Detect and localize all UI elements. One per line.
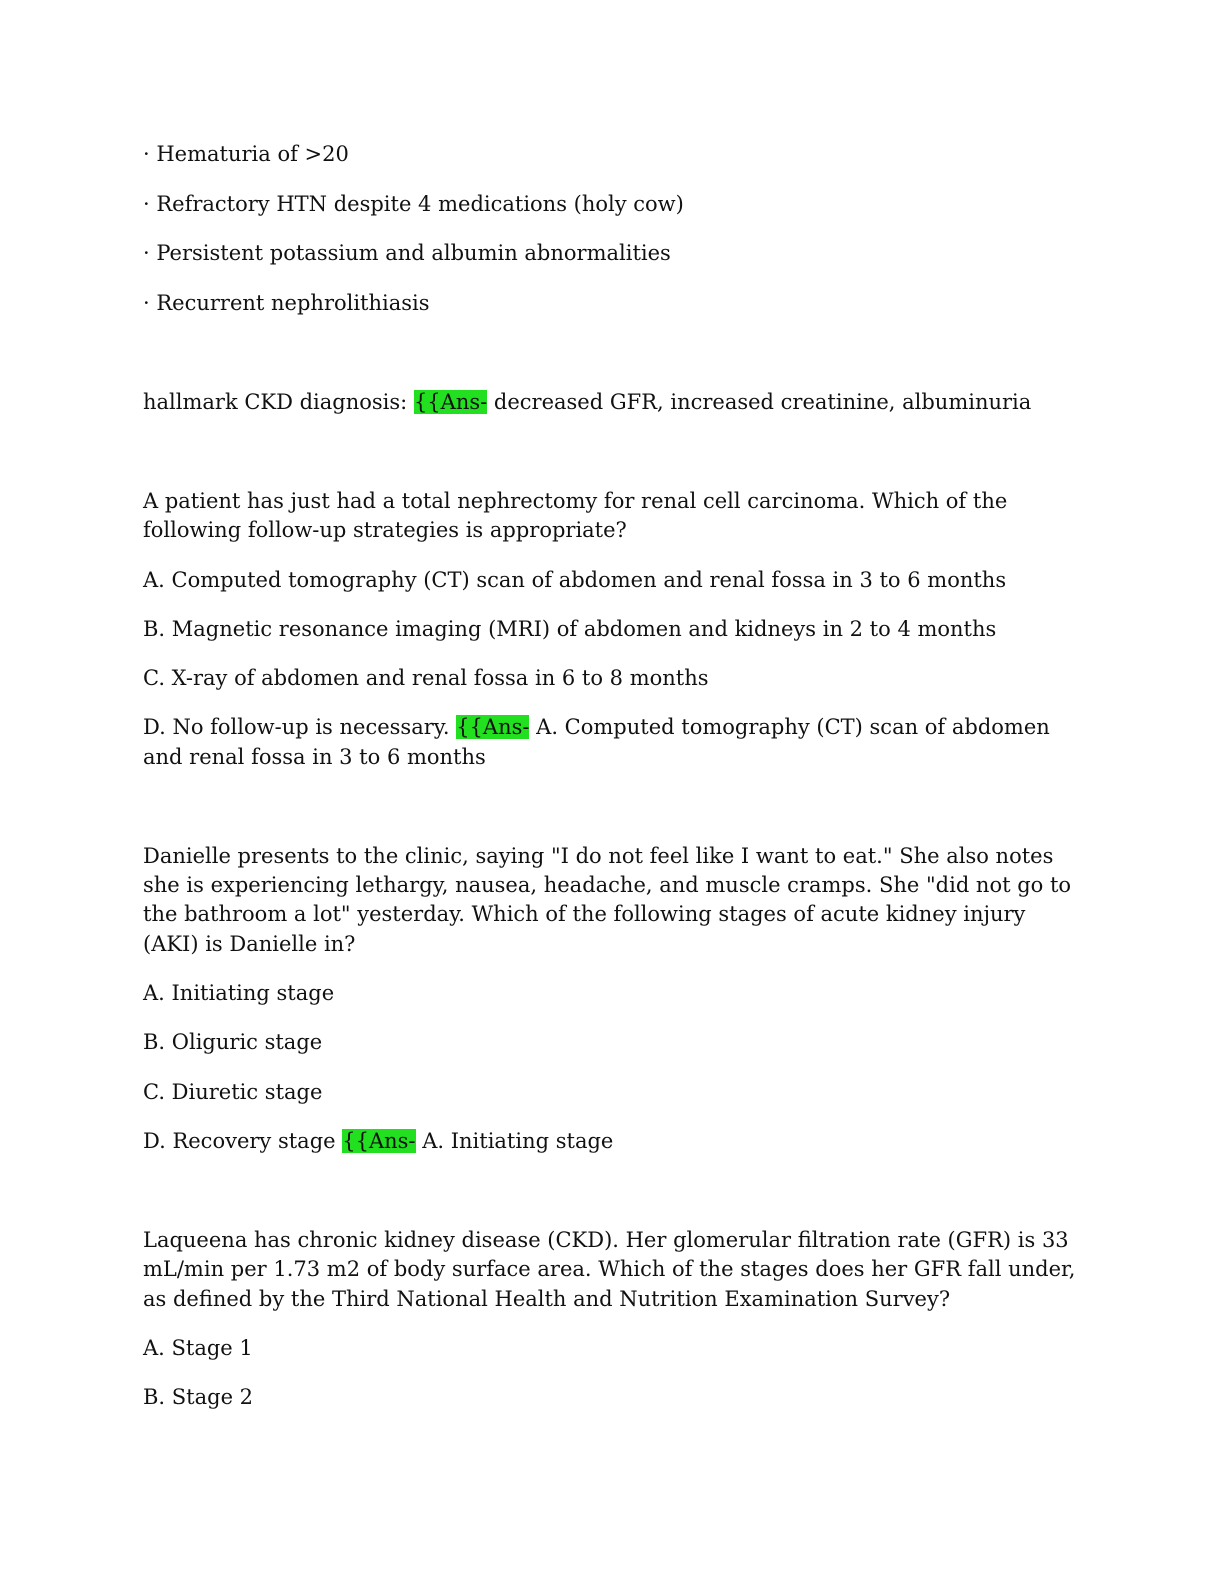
q2-option-d-text: D. Recovery stage xyxy=(143,1129,343,1153)
q1-question-line: following follow-up strategies is appropriate? xyxy=(143,518,627,542)
q2-question-line: she is experiencing lethargy, nausea, headache, and muscle cramps. She "did not go to xyxy=(143,873,1072,897)
q3-question-line: Laqueena has chronic kidney disease (CKD). Her glomerular filtration rate (GFR) is 33 xyxy=(143,1228,1069,1252)
q1-option-d xyxy=(143,713,1083,743)
q3-question-line: as defined by the Third National Health and Nutrition Examination Survey? xyxy=(143,1287,951,1311)
bullet-hematuria: · Hematuria of >20 xyxy=(143,142,349,166)
q2-question-line: (AKI) is Danielle in? xyxy=(143,932,356,956)
q2-option-a: A. Initiating stage xyxy=(143,981,335,1005)
q2-question-line: the bathroom a lot" yesterday. Which of the following stages of acute kidney injury xyxy=(143,902,1026,926)
q1-option-d-text: D. No follow-up is necessary. xyxy=(143,715,457,739)
bullet-nephrolithiasis: · Recurrent nephrolithiasis xyxy=(143,291,430,315)
q1-option-a: A. Computed tomography (CT) scan of abdomen and renal fossa in 3 to 6 months xyxy=(143,568,1007,592)
q1-option-b: B. Magnetic resonance imaging (MRI) of abdomen and kidneys in 2 to 4 months xyxy=(143,617,997,641)
hallmark-prefix: hallmark CKD diagnosis: xyxy=(143,390,414,414)
hallmark-answer: decreased GFR, increased creatinine, albuminuria xyxy=(487,390,1032,414)
q2-question-line: Danielle presents to the clinic, saying "I do not feel like I want to eat." She also notes xyxy=(143,844,1054,868)
q2-option-d xyxy=(143,1127,1083,1157)
bullet-potassium-albumin: · Persistent potassium and albumin abnormalities xyxy=(143,241,671,265)
q1-option-c: C. X-ray of abdomen and renal fossa in 6 to 8 months xyxy=(143,666,709,690)
q2-option-b: B. Oliguric stage xyxy=(143,1030,323,1054)
answer-marker: {{Ans- xyxy=(342,1129,416,1153)
q3-option-a: A. Stage 1 xyxy=(143,1336,253,1360)
hallmark-ckd-line xyxy=(143,388,1083,418)
answer-marker: {{Ans- xyxy=(456,715,530,739)
q3-question-line: mL/min per 1.73 m2 of body surface area. Which of the stages does her GFR fall under, xyxy=(143,1257,1076,1281)
q1-answer-continued: and renal fossa in 3 to 6 months xyxy=(143,745,486,769)
q1-question-line: A patient has just had a total nephrectomy for renal cell carcinoma. Which of the xyxy=(143,489,1008,513)
q2-answer: A. Initiating stage xyxy=(415,1129,614,1153)
bullet-refractory-htn: · Refractory HTN despite 4 medications (holy cow) xyxy=(143,192,684,216)
q1-answer: A. Computed tomography (CT) scan of abdomen xyxy=(529,715,1050,739)
answer-marker: {{Ans- xyxy=(413,390,488,414)
q2-option-c: C. Diuretic stage xyxy=(143,1080,323,1104)
q3-option-b: B. Stage 2 xyxy=(143,1385,254,1409)
